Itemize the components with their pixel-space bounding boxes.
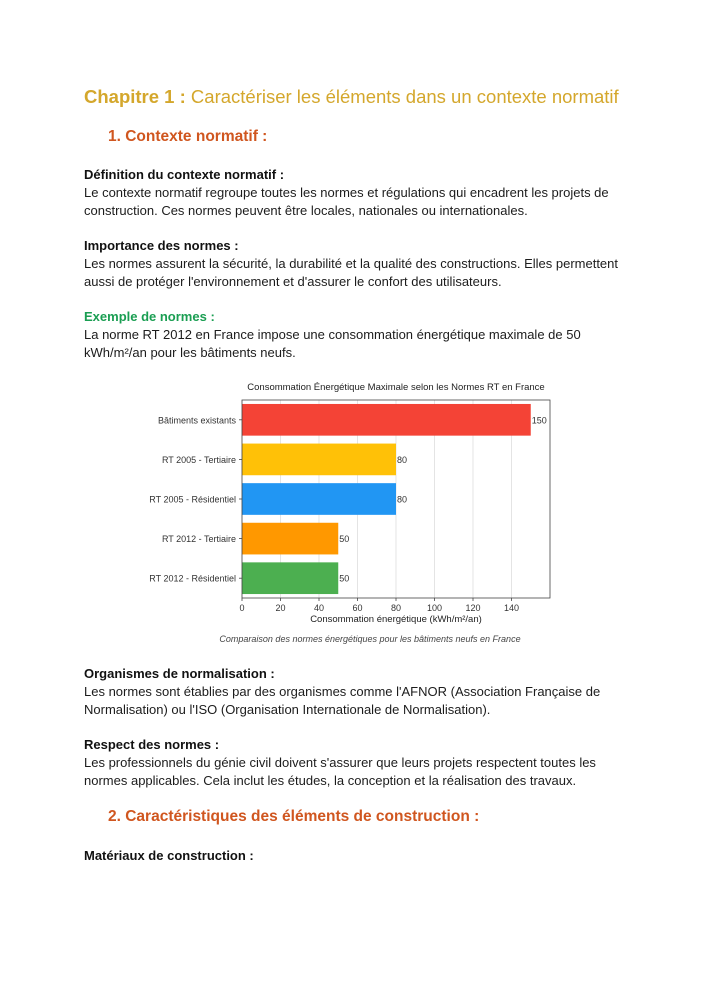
chapter-title-text: Caractériser les éléments dans un contexte normatif: [190, 86, 619, 107]
chart-title: Consommation Énergétique Maximale selon les Normes RT en France: [247, 382, 545, 393]
chart-figure: [140, 378, 570, 650]
importance-heading: Importance des normes :: [84, 238, 239, 253]
data-label: 50: [339, 534, 350, 545]
importance-text: Les normes assurent la sécurité, la durabilité et la qualité des constructions. Elles permettent aussi de protéger l'environnement et d'assurer le confort des utilisateurs.: [84, 256, 618, 289]
chart-caption: Comparaison des normes énergétiques pour les bâtiments neufs en France: [219, 634, 521, 644]
x-tick-label: 60: [352, 603, 363, 613]
bar: [242, 562, 338, 594]
chapter-title: [84, 86, 619, 108]
x-tick-label: 100: [426, 603, 443, 613]
bar-chart: [140, 378, 570, 650]
data-label: 80: [397, 454, 408, 465]
respect-heading: Respect des normes :: [84, 737, 220, 752]
category-label: RT 2005 - Résidentiel: [149, 494, 236, 505]
category-label: RT 2005 - Tertiaire: [161, 454, 236, 465]
chart-xlabel: Consommation énergétique (kWh/m²/an): [310, 614, 482, 625]
section-1-title: 1. Contexte normatif :: [108, 128, 268, 145]
section-2-title: 2. Caractéristiques des éléments de construction :: [108, 808, 480, 825]
respect-text: Les professionnels du génie civil doivent s'assurer que leurs projets respectent toutes les normes applicables. Cela inclut les études, la conception et la réalisation des travaux.: [84, 755, 596, 788]
materiaux-heading: Matériaux de construction :: [84, 848, 254, 863]
x-tick-label: 20: [275, 603, 286, 613]
x-tick-label: 140: [503, 603, 520, 613]
exemple-heading: Exemple de normes :: [84, 309, 215, 324]
data-label: 80: [397, 494, 408, 505]
category-label: Bâtiments existants: [157, 415, 236, 426]
category-label: RT 2012 - Tertiaire: [161, 534, 236, 545]
chapter-label: Chapitre 1 :: [84, 86, 186, 107]
x-tick-label: 120: [465, 603, 481, 613]
organismes-heading: Organismes de normalisation :: [84, 666, 275, 681]
x-tick-label: 80: [390, 603, 402, 613]
bar: [242, 523, 338, 555]
organismes-text: Les normes sont établies par des organismes comme l'AFNOR (Association Française de Normalisation) ou l'ISO (Organisation Internationale de Normalisation).: [84, 684, 601, 717]
definition-text: Le contexte normatif regroupe toutes les normes et régulations qui encadrent les projets de construction. Ces normes peuvent être locales, nationales ou internationales.: [84, 185, 609, 218]
bar: [242, 483, 396, 515]
bar: [242, 404, 531, 436]
exemple-text: La norme RT 2012 en France impose une consommation énergétique maximale de 50 kWh/m²/an pour les bâtiments neufs.: [84, 327, 581, 360]
category-label: RT 2012 - Résidentiel: [149, 573, 236, 584]
definition-heading: Définition du contexte normatif :: [84, 167, 285, 182]
bar: [242, 444, 396, 476]
data-label: 150: [531, 415, 547, 426]
chart-bars: [242, 404, 547, 594]
x-tick-label: 0: [239, 603, 245, 613]
data-label: 50: [339, 573, 350, 584]
x-tick-label: 40: [313, 603, 325, 613]
